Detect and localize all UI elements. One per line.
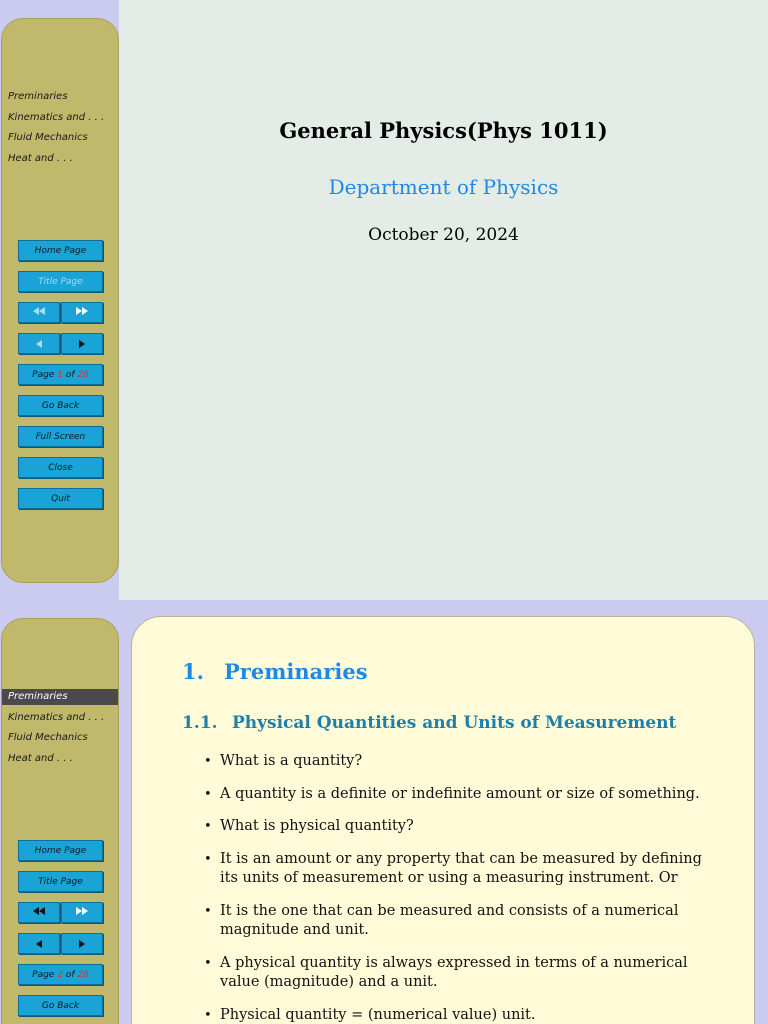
- fast-forward-icon: [76, 907, 88, 918]
- step-nav-pair: [18, 333, 103, 354]
- list-item: • Physical quantity = (numerical value) unit.: [204, 1006, 724, 1024]
- list-item: • A quantity is a definite or indefinite amount or size of something.: [204, 785, 724, 805]
- title-page-button[interactable]: Title Page: [18, 271, 103, 292]
- fast-nav-pair: [18, 302, 103, 323]
- page-word: Page: [32, 369, 55, 380]
- previous-icon: [36, 340, 42, 348]
- presentation-date: October 20, 2024: [368, 225, 519, 245]
- first-page-button[interactable]: [18, 902, 60, 923]
- previous-page-button[interactable]: [18, 933, 60, 954]
- department-name: Department of Physics: [328, 175, 559, 199]
- course-title: General Physics(Phys 1011): [279, 118, 608, 143]
- home-page-button[interactable]: Home Page: [18, 840, 103, 861]
- of-word: of: [65, 969, 75, 980]
- toc-item-heat[interactable]: Heat and . . .: [8, 752, 73, 764]
- section-number: 1.: [182, 659, 204, 684]
- content-slide: [0, 600, 768, 1024]
- list-item: • It is the one that can be measured and consists of a numerical magnitude and unit.: [204, 902, 724, 941]
- toc-item-kinematics[interactable]: Kinematics and . . .: [8, 111, 105, 123]
- current-page-number: 1: [57, 369, 63, 380]
- list-item: • A physical quantity is always expressed in terms of a numerical value (magnitude) and a unit.: [204, 954, 724, 993]
- list-item: • It is an amount or any property that can be measured by defining its units of measurement or using a measuring instrument. Or: [204, 850, 724, 889]
- of-word: of: [65, 369, 75, 380]
- go-back-button[interactable]: Go Back: [18, 395, 103, 416]
- next-icon: [79, 340, 85, 348]
- previous-page-button[interactable]: [18, 333, 60, 354]
- total-pages-number: 28: [77, 369, 89, 380]
- total-pages-number: 28: [77, 969, 89, 980]
- navigation-panel: [18, 840, 103, 1024]
- navigation-panel: [18, 240, 103, 519]
- bullet-list: [204, 752, 724, 1024]
- rewind-icon: [33, 307, 45, 318]
- toc-item-kinematics[interactable]: Kinematics and . . .: [8, 711, 105, 723]
- close-button[interactable]: Close: [18, 457, 103, 478]
- toc-item-preminaries[interactable]: Preminaries: [8, 91, 68, 102]
- next-page-button[interactable]: [61, 333, 103, 354]
- last-page-button[interactable]: [61, 302, 103, 323]
- rewind-icon: [33, 907, 45, 918]
- last-page-button[interactable]: [61, 902, 103, 923]
- next-icon: [79, 940, 85, 948]
- subsection-heading: [182, 713, 676, 733]
- previous-icon: [36, 940, 42, 948]
- next-page-button[interactable]: [61, 933, 103, 954]
- toc-item-heat[interactable]: Heat and . . .: [8, 152, 73, 164]
- sidebar: [1, 618, 119, 1024]
- fast-forward-icon: [76, 307, 88, 318]
- title-page-button[interactable]: Title Page: [18, 871, 103, 892]
- home-page-button[interactable]: Home Page: [18, 240, 103, 261]
- title-area: [119, 0, 768, 600]
- toc-item-fluid-mechanics[interactable]: Fluid Mechanics: [8, 132, 88, 143]
- section-title: Preminaries: [224, 659, 368, 684]
- quit-button[interactable]: Quit: [18, 488, 103, 509]
- subsection-title: Physical Quantities and Units of Measurement: [232, 713, 677, 733]
- section-heading: [182, 659, 368, 684]
- full-screen-button[interactable]: Full Screen: [18, 426, 103, 447]
- toc-item-preminaries[interactable]: Preminaries: [2, 689, 118, 705]
- table-of-contents: [2, 687, 118, 769]
- toc-item-fluid-mechanics[interactable]: Fluid Mechanics: [8, 732, 88, 743]
- go-back-button[interactable]: Go Back: [18, 995, 103, 1016]
- list-item: • What is a quantity?: [204, 752, 724, 772]
- fast-nav-pair: [18, 902, 103, 923]
- list-item: • What is physical quantity?: [204, 817, 724, 837]
- sidebar: [1, 18, 119, 583]
- page-indicator: [18, 964, 103, 985]
- content-panel: [131, 616, 755, 1024]
- table-of-contents: [2, 87, 118, 169]
- subsection-number: 1.1.: [182, 713, 218, 733]
- page-word: Page: [32, 969, 55, 980]
- first-page-button[interactable]: [18, 302, 60, 323]
- page-indicator: [18, 364, 103, 385]
- current-page-number: 2: [57, 969, 63, 980]
- step-nav-pair: [18, 933, 103, 954]
